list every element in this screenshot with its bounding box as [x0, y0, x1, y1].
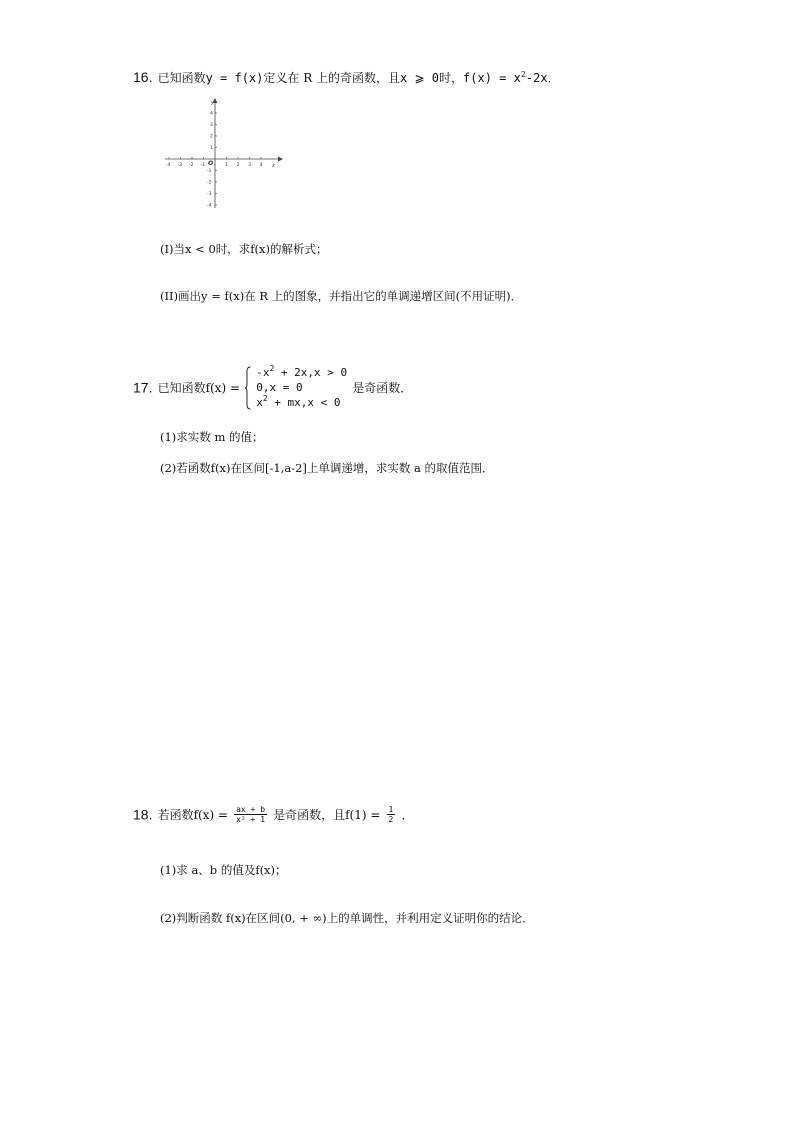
case-zero: 0,x = 0: [256, 381, 303, 394]
q17-part1: (1)求实数 m 的值；: [160, 430, 264, 444]
x-axis-label: x: [272, 163, 275, 169]
piecewise-definition: [245, 365, 347, 410]
q16-part1: (I)当x < 0时，求f(x)的解析式；: [160, 242, 328, 256]
function-fraction: $\frac{ax + b}{\text{x² + 1}}$: [236, 805, 266, 824]
x-tick-label: 2: [236, 163, 240, 168]
question-17: [133, 365, 412, 410]
question-stem: 已知函数y = f(x)定义在 R 上的奇函数，且x ⩾ 0时，$f(x) = x^2-2x$．: [157, 70, 560, 85]
question-number: 17.: [133, 379, 153, 396]
q17-part2: (2)若函数f(x)在区间[-1,a-2]上单调递增，求实数 a 的取值范围．: [160, 461, 494, 475]
x-tick-label: -3: [177, 163, 182, 168]
stem-lead: 已知函数f(x) =: [157, 381, 241, 395]
y-tick-label: -3: [207, 192, 212, 198]
stem-tail: 是奇函数．: [352, 381, 413, 395]
y-tick-label: 3: [210, 123, 213, 129]
q16-part2: (II)画出y = f(x)在 R 上的图象，并指出它的单调递增区间(不用证明)．: [160, 289, 523, 303]
question-16: [133, 67, 560, 86]
x-axis-arrow: [278, 157, 283, 162]
q18-part1: (1)求 a、b 的值及f(x)；: [160, 863, 287, 877]
y-tick-label: 2: [210, 134, 213, 140]
y-tick-label: 4: [210, 111, 213, 117]
stem-tail: ．: [401, 808, 414, 822]
case-positive: $-x^2 + 2x,x > 0$: [256, 364, 348, 379]
y-tick-label: -2: [207, 180, 212, 186]
q18-part2: (2)判断函数 f(x)在区间(0, + ∞)上的单调性，并利用定义证明你的结论．: [160, 911, 534, 925]
question-number: 16.: [133, 69, 153, 85]
x-tick-label: 1: [225, 163, 229, 168]
origin-label: O: [208, 160, 214, 167]
left-brace: [245, 366, 251, 410]
y-tick-label: -1: [207, 169, 212, 175]
x-tick-label: -2: [189, 163, 194, 168]
coordinate-grid: [160, 95, 285, 213]
x-tick-label: 4: [259, 163, 263, 168]
x-tick-label: -4: [166, 163, 171, 168]
x-tick-label: -1: [200, 163, 205, 168]
question-18: [133, 804, 413, 824]
y-tick-label: 1: [210, 146, 213, 152]
stem-middle: 是奇函数，且f(1) =: [273, 808, 381, 822]
x-tick-label: 3: [248, 163, 252, 168]
one-half-fraction: $\frac{1}{2}$: [388, 805, 394, 824]
case-negative: $x^2 + mx,x < 0$: [256, 394, 341, 409]
question-number: 18.: [133, 806, 153, 823]
stem-lead: 若函数f(x) =: [157, 808, 229, 822]
y-axis-label: y: [211, 100, 214, 106]
y-tick-label: -4: [207, 203, 212, 209]
